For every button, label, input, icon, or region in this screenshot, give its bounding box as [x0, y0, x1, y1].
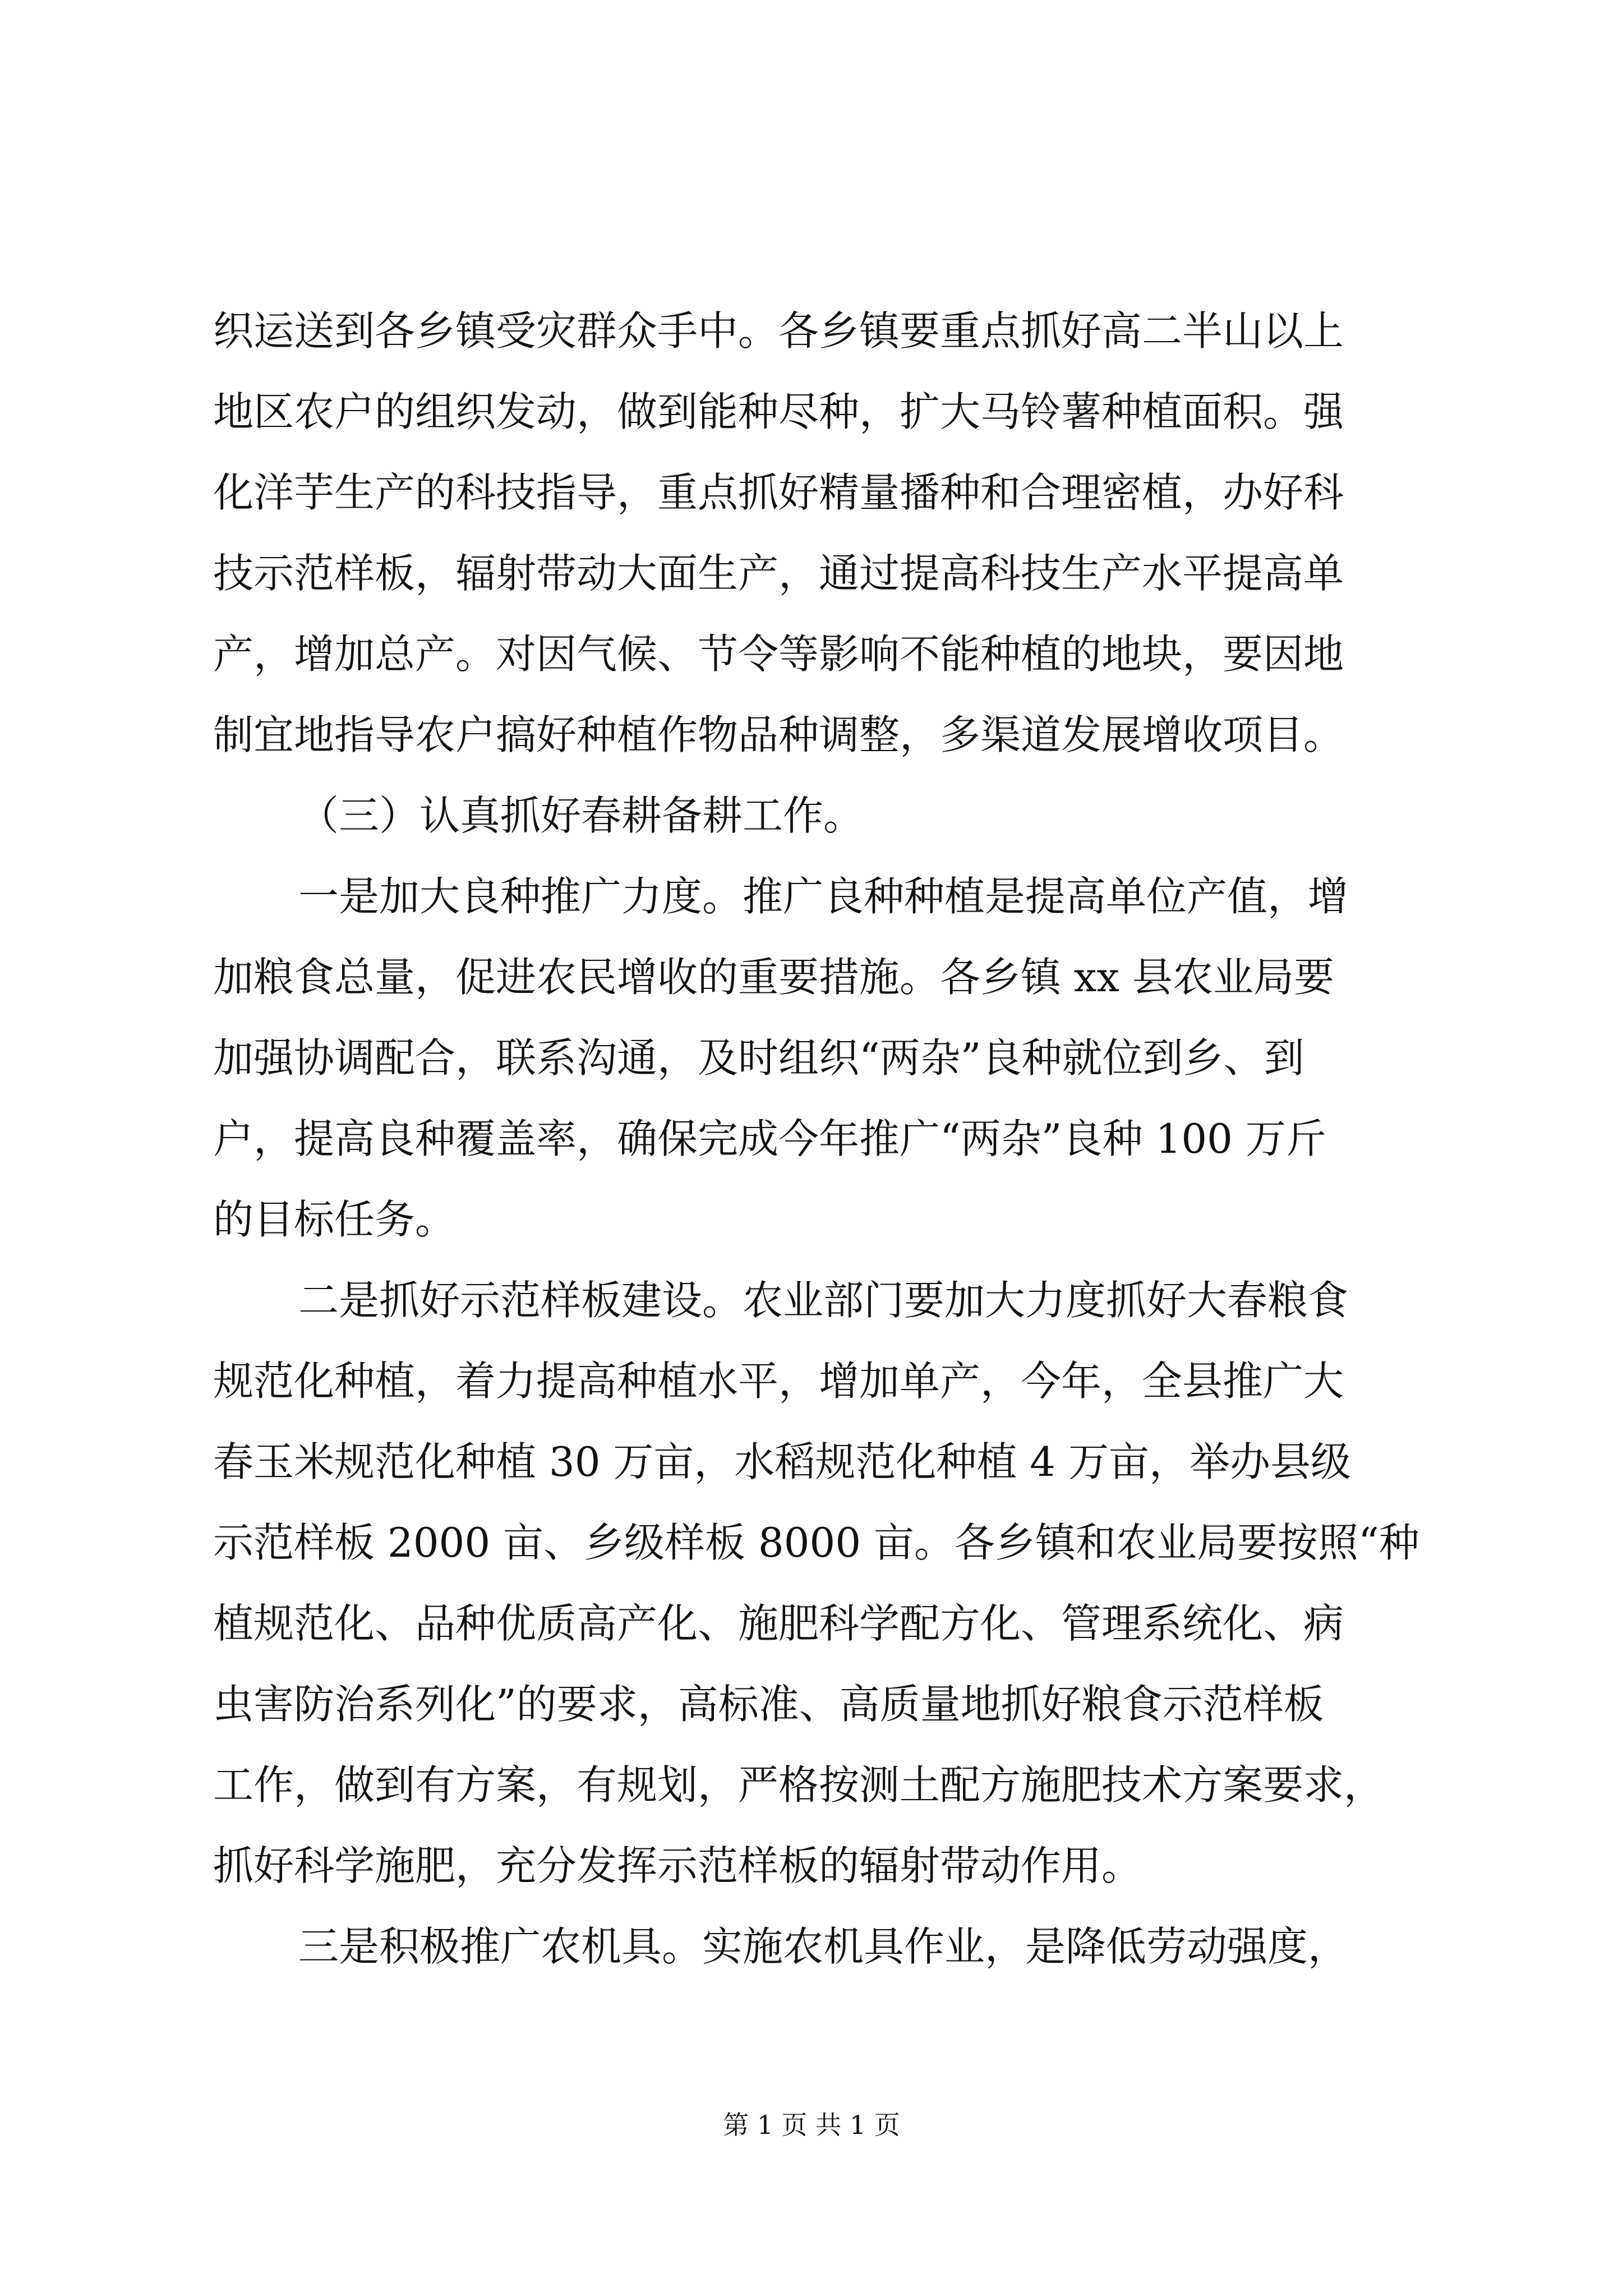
- text-line: 工作，做到有方案，有规划，严格按测土配方施肥技术方案要求，: [213, 1761, 1385, 1809]
- text-line: 户，提高良种覆盖率，确保完成今年推广“两杂”良种 100 万斤: [213, 1115, 1326, 1162]
- text-line: 制宜地指导农户搞好种植作物品种调整，多渠道发展增收项目。: [213, 711, 1344, 758]
- text-line: 抓好科学施肥，充分发挥示范样板的辐射带动作用。: [213, 1842, 1142, 1889]
- text-line: 地区农户的组织发动，做到能种尽种，扩大马铃薯种植面积。强: [213, 388, 1344, 435]
- text-line: 示范样板 2000 亩、乡级样板 8000 亩。各乡镇和农业局要按照“种: [213, 1519, 1419, 1566]
- text-line: 的目标任务。: [213, 1196, 456, 1243]
- text-line: 加强协调配合，联系沟通，及时组织“两杂”良种就位到乡、到: [213, 1034, 1304, 1082]
- text-line: 虫害防治系列化”的要求，高标准、高质量地抓好粮食示范样板: [213, 1681, 1324, 1728]
- page-footer: 第 1 页 共 1 页: [723, 2110, 900, 2140]
- paragraph-first-line: 三是积极推广农机具。实施农机具作业，是降低劳动强度，: [298, 1923, 1349, 1970]
- paragraph-first-line: 一是加大良种推广力度。推广良种种植是提高单位产值，增: [298, 873, 1349, 920]
- text-line: 加粮食总量，促进农民增收的重要措施。各乡镇 xx 县农业局要: [213, 954, 1334, 1001]
- text-line: 技示范样板，辐射带动大面生产，通过提高科技生产水平提高单: [213, 550, 1344, 597]
- text-line: 产，增加总产。对因气候、节令等影响不能种植的地块，要因地: [213, 631, 1344, 678]
- text-line: 织运送到各乡镇受灾群众手中。各乡镇要重点抓好高二半山以上: [213, 307, 1344, 355]
- text-line: 春玉米规范化种植 30 万亩，水稻规范化种植 4 万亩，举办县级: [213, 1438, 1351, 1485]
- section-heading: （三）认真抓好春耕备耕工作。: [298, 792, 864, 839]
- text-line: 规范化种植，着力提高种植水平，增加单产，今年，全县推广大: [213, 1358, 1344, 1405]
- text-line: 化洋芋生产的科技指导，重点抓好精量播种和合理密植，办好科: [213, 469, 1344, 516]
- paragraph-first-line: 二是抓好示范样板建设。农业部门要加大力度抓好大春粮食: [298, 1277, 1349, 1324]
- text-line: 植规范化、品种优质高产化、施肥科学配方化、管理系统化、病: [213, 1600, 1344, 1647]
